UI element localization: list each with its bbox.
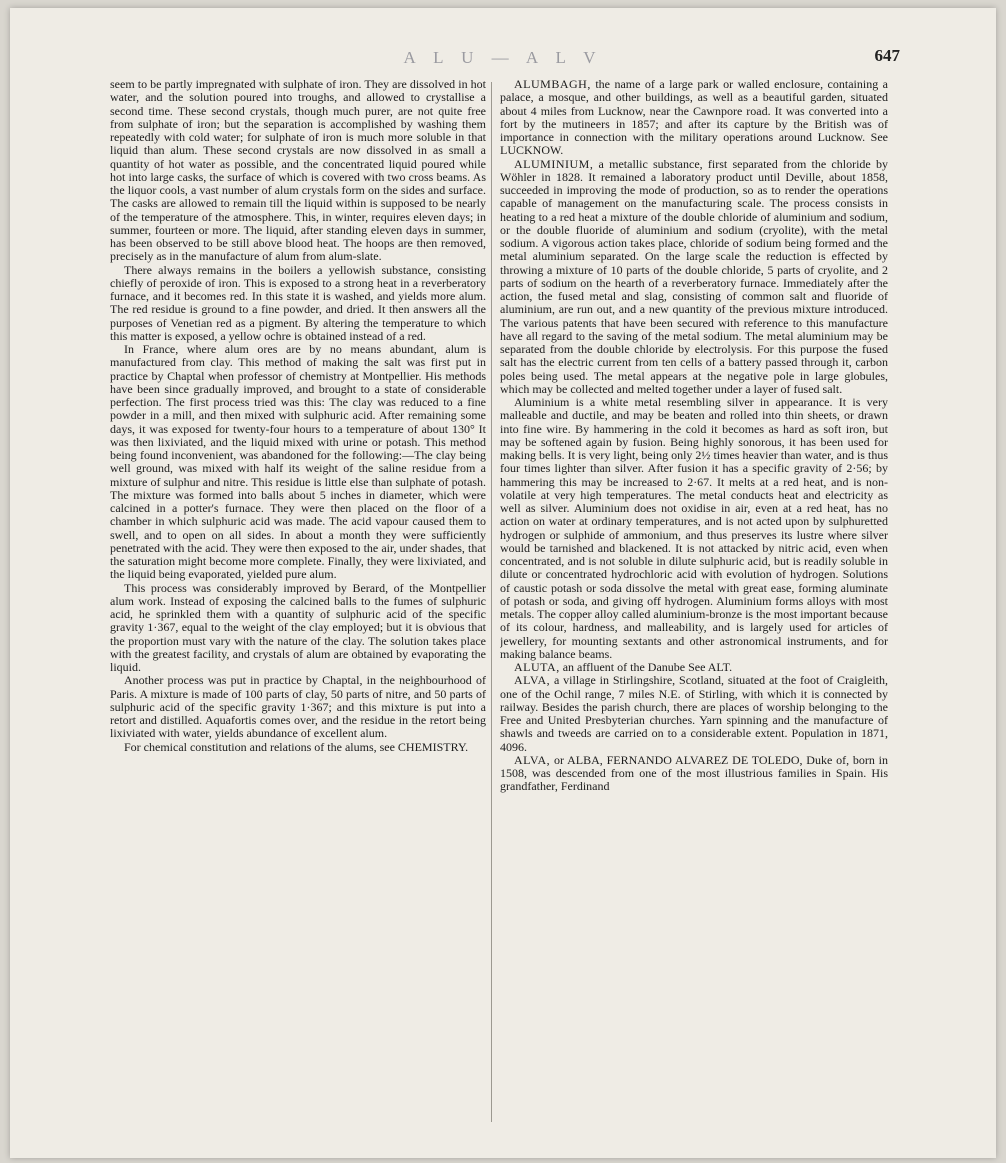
paragraph-text: the name of a large park or walled enclosure, containing a palace, a mosque, and other buildings, as well as a beautiful garden, situated about 4 miles from Lucknow, near the Cawnpore road. It was converted into a fort by the mutineers in 1857; and after its capture by the British was of importance in connection with the military operations around Lucknow. See LUCKNOW. xyxy=(500,78,888,158)
paragraph xyxy=(110,343,486,582)
paragraph-text: seem to be partly impregnated with sulphate of iron. They are dissolved in hot water, and the solution poured into troughs, and allowed to crystallise a second time. These second crystals, though much purer, are not quite free from sulphate of iron; but the separation is accomplished by washing them repeatedly with cold water; for sulphate of iron is much more soluble in that liquid than alum. These second crystals are now dissolved in as small a quantity of hot water as possible, and the concentrated liquid poured while hot into large casks, the surface of which is covered with two cross beams. As the liquor cools, a vast number of alum crystals form on the sides and surface. The casks are allowed to remain till the liquid within is supposed to be nearly of the temperature of the atmosphere. This, in winter, requires eleven days; in summer, fourteen or more. The liquid, after standing eleven days in summer, has been observed to be still above blood heat. The hoops are then removed, precisely as in the manufacture of alum from alum-slate. xyxy=(110,78,486,264)
entry-heading: ALUMBAGH, xyxy=(514,78,591,91)
column-divider xyxy=(491,82,492,1122)
paragraph xyxy=(110,264,486,344)
right-column xyxy=(500,78,888,1148)
paragraph-text: There always remains in the boilers a yellowish substance, consisting chiefly of peroxide of iron. This is exposed to a strong heat in a reverberatory furnace, and it becomes red. In this state it is washed, and yields more alum. The red residue is ground to a fine powder, and dried. It then answers all the purposes of Venetian red as a pigment. By altering the temperature to which this matter is exposed, a yellow ochre is obtained instead of a red. xyxy=(110,262,486,343)
paragraph-text: Aluminium is a white metal resembling silver in appearance. It is very malleable and ductile, and may be beaten and rolled into thin sheets, or drawn into fine wire. By hammering in the cold it becomes as hard as soft iron, but may be softened again by fusion. Being highly sonorous, it has been used for making bells. It is very light, being only 2½ times heavier than water, and is thus four times lighter than silver. After fusion it has a specific gravity of 2·56; by hammering this may be increased to 2·67. It melts at a red heat, and is non-volatile at very high temperatures. The metal conducts heat and electricity as well as silver. Aluminium does not oxidise in air, even at a red heat, has no action on water at ordinary temperatures, and is not acted upon by sulphuretted hydrogen or sulphide of ammonium, and thus preserves its lustre where silver would be tarnished and blackened. It is not attacked by nitric acid, even when concentrated, and is not soluble in dilute sulphuric acid, but is readily soluble in dilute or concentrated hydrochloric acid with evolution of hydrogen. Solutions of caustic potash or soda dissolve the metal with great ease, forming aluminate of potash or soda, and giving off hydrogen. Aluminium forms alloys with most metals. The copper alloy called aluminium-bronze is the most important because of its colour, hardness, and malleability, and is largely used for articles of jewellery, for mounting sextants and other astronomical instruments, and for making balance beams. xyxy=(500,395,888,661)
left-column xyxy=(110,78,486,1148)
paragraph xyxy=(500,158,888,397)
paragraph-text: a village in Stirlingshire, Scotland, situated at the foot of Craigleith, one of the Ochil range, 7 miles N.E. of Stirling, with which it is connected by railway. Besides the parish church, there are places of worship belonging to the Free and United Presbyterian churches. Yarn spinning and the manufacture of shawls and tweeds are carried on to a considerable extent. Population in 1871, 4096. xyxy=(500,673,888,754)
paragraph xyxy=(110,741,486,754)
paragraph xyxy=(500,754,888,794)
paragraph-text: a metallic substance, first separated from the chloride by Wöhler in 1828. It remained a laboratory product until Deville, about 1858, succeeded in improving the mode of production, so as to render the operations capable of management on the manufacturing scale. The process consists in heating to a red heat a mixture of the double chloride of aluminium and sodium, or the double fluoride of aluminium and sodium (cryolite), with the metal sodium. A vigorous action takes place, chloride of sodium being formed and the metal aluminium separated. On the large scale the reduction is effected by throwing a mixture of 10 parts of the double chloride, 5 parts of cryolite, and 2 parts of sodium on the hearth of a reverberatory furnace. Immediately after the action, the fused metal and slag, consisting of common salt and fluoride of aluminium, are run out, and a new quantity of the previous mixture introduced. The various patents that have been secured with reference to this manufacture have all regard to the saving of the metal sodium. The metal aluminium may be separated from the double chloride by electrolysis. For this purpose the fused salt has the electric current from ten cells of a battery passed through it, carbon poles being used. The metal appears at the negative pole in large globules, which may be collected and melted together under a layer of fused salt. xyxy=(500,156,888,396)
paragraph xyxy=(110,674,486,740)
paragraph-text: This process was considerably improved by Berard, of the Montpellier alum work. Instead of exposing the calcined balls to the fumes of sulphuric acid, he sprinkled them with a quantity of sulphuric acid of the specific gravity 1·367, equal to the weight of the clay employed; but it is obvious that the proportion must vary with the nature of the clay. The solution takes place with the greatest facility, and crystals of alum are obtained by evaporating the liquid. xyxy=(110,580,486,674)
entry-heading: ALVA, xyxy=(514,673,551,688)
page-number: 647 xyxy=(874,46,900,65)
paragraph-text: For chemical constitution and relations of the alums, see CHEMISTRY. xyxy=(124,739,469,754)
paragraph-text: an affluent of the Danube See ALT. xyxy=(559,660,733,674)
page xyxy=(10,8,996,1158)
entry-heading: ALUMINIUM, xyxy=(514,156,594,171)
paragraph xyxy=(500,396,888,661)
paragraph xyxy=(110,582,486,675)
paragraph-text: Another process was put in practice by Chaptal, in the neighbourhood of Paris. A mixture is made of 100 parts of clay, 50 parts of nitre, and 50 parts of sulphuric acid of the specific gravity 1·367; and this mixture is put into a retort and distilled. Aquafortis comes over, and the residue in the retort being lixiviated with water, yields abundance of excellent alum. xyxy=(110,673,486,741)
paragraph xyxy=(110,78,486,264)
running-head: A L U — A L V xyxy=(403,48,603,67)
paragraph xyxy=(500,78,888,158)
paragraph-text: In France, where alum ores are by no means abundant, alum is manufactured from clay. This method of making the salt was first put in practice by Chaptal when professor of chemistry at Montpellier. His methods have been since gradually improved, and brought to a state of considerable perfection. The first process tried was this: The clay was reduced to a fine powder in a mill, and then mixed with sulphuric acid. After remaining some days, it was exposed for twenty-four hours to a temperature of about 130° It was then lixiviated, and the liquid mixed with urine or potash. This method being found inconvenient, was abandoned for the following:—The clay being well ground, was mixed with half its weight of the saline residue from a mixture of sulphur and nitre. This residue is little else than sulphate of potash. The mixture was formed into balls about 5 inches in diameter, which were calcined in a potter's furnace. They were then placed on the floor of a chamber in which sulphuric acid was made. The acid vapour caused them to swell, and to open on all sides. In about a month they were sufficiently penetrated with the acid. They were then exposed to the air, under shades, that the saturation might become more complete. Finally, they were lixiviated, and the liquid being evaporated, yielded pure alum. xyxy=(110,342,486,582)
paragraph xyxy=(500,674,888,754)
entry-heading: ALUTA, xyxy=(514,660,560,674)
paragraph xyxy=(500,661,888,674)
paragraph-text: or ALBA, FERNANDO ALVAREZ DE TOLEDO, Duke of, born in 1508, was descended from one of the most illustrious families in Spain. His grandfather, Ferdinand xyxy=(500,752,888,794)
entry-heading: ALVA, xyxy=(514,752,551,767)
